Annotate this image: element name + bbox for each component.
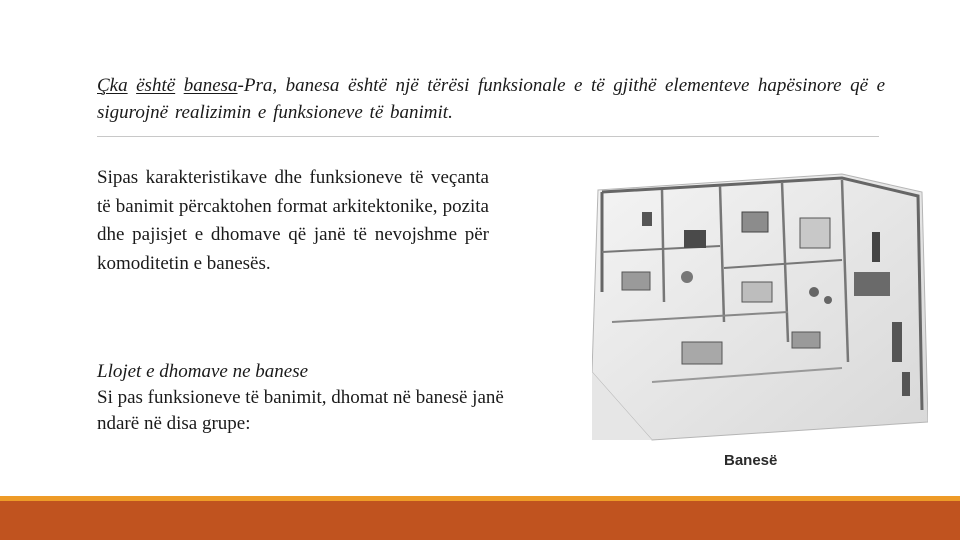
room-types-text: Si pas funksioneve të banimit, dhomat në banesë janë ndarë në disa grupe: [97,387,504,434]
figure-caption: Banesë [724,452,778,469]
title-term-eshte: është [136,75,176,96]
title-definition: -Pra, banesa është një tërësi funksionale e të gjithë elementeve hapësinore që e sigurojnë realizimin e funksioneve të banimit. [97,75,885,123]
room-types-block [97,359,507,437]
apartment-plan-image [592,172,928,442]
footer-accent-line [0,496,960,501]
intro-paragraph: Sipas karakteristikave dhe funksioneve të veçanta të banimit përcaktohen format arkitektonike, pozita dhe pajisjet e dhomave që janë të nevojshme për komoditetin e banesës. [97,167,489,274]
title-term-cka: Çka [97,75,128,96]
title-divider [97,136,879,137]
footer-bar [0,500,960,540]
title-term-banesa: banesa [183,75,238,96]
slide-title [97,72,885,126]
room-types-heading: Llojet e dhomave ne banese [97,361,309,382]
